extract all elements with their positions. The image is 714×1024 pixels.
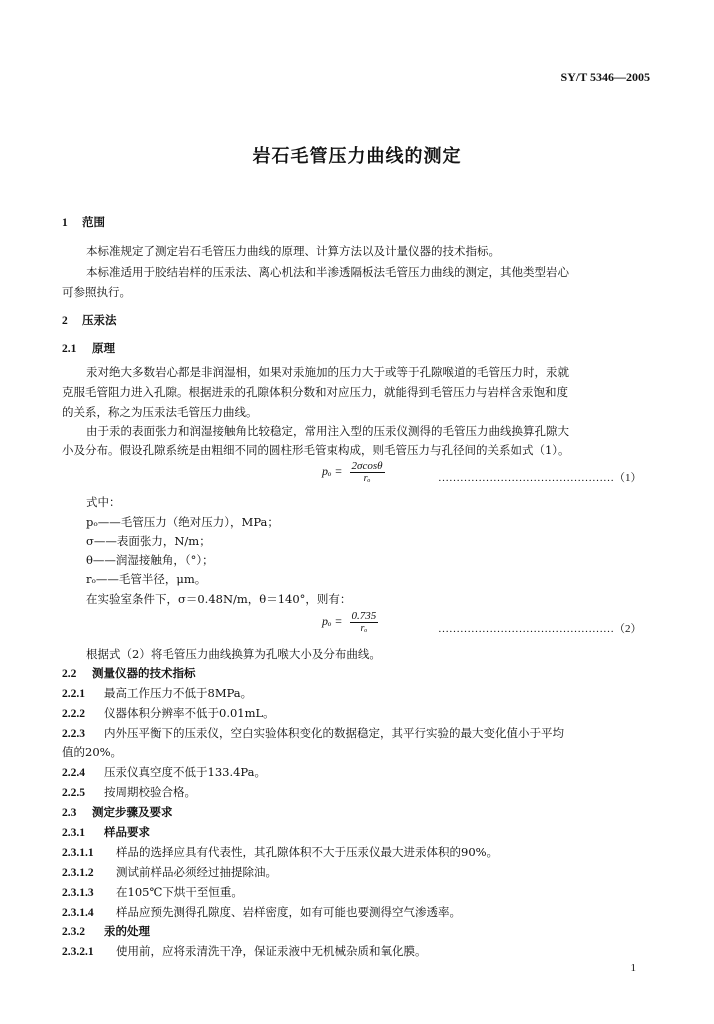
equation-2-leader: …………………………………………（2） — [438, 623, 642, 635]
principle-paragraph-1c: 的关系，称之为压汞法毛管压力曲线。 — [62, 405, 258, 419]
principle-paragraph-2a: 由于汞的表面张力和润湿接触角比较稳定，常用注入型的压汞仪测得的毛管压力曲线换算孔隙大 — [86, 424, 569, 438]
where-label: 式中： — [86, 495, 121, 509]
definition-sigma: σ——表面张力，N/m； — [86, 534, 211, 548]
principle-paragraph-2b: 小及分布。假设孔隙系统是由粗细不同的圆柱形毛管束构成，则毛管压力与孔径间的关系如式（1）。 — [62, 443, 570, 457]
definition-pc: pₒ——毛管压力（绝对压力），MPa； — [86, 515, 279, 529]
equation-2-label: （2） — [614, 623, 642, 635]
clause-2-2-2: 2.2.2 仪器体积分辨率不低于0.01mL。 — [62, 706, 275, 720]
equation-1-numerator: 2σcosθ — [351, 460, 383, 472]
principle-paragraph-1b: 克服毛管阻力进入孔隙。根据进汞的孔隙体积分数和对应压力，就能得到毛管压力与岩样含汞饱和度 — [62, 385, 568, 399]
clause-2-3-1-2: 2.3.1.2 测试前样品必须经过抽提除油。 — [62, 865, 277, 879]
equation-1-leader: …………………………………………（1） — [438, 472, 642, 484]
clause-2-2-4: 2.2.4 压汞仪真空度不低于133.4Pa。 — [62, 765, 266, 779]
section-1-paragraph-1: 本标准规定了测定岩石毛管压力曲线的原理、计算方法以及计量仪器的技术指标。 — [86, 244, 500, 258]
clause-2-2-3-cont: 值的20%。 — [62, 745, 123, 759]
section-2-2-heading: 2.2 测量仪器的技术指标 — [62, 666, 196, 680]
definition-theta: θ——润湿接触角，（°）； — [86, 553, 214, 567]
section-1-paragraph-2b: 可参照执行。 — [62, 285, 131, 299]
equation-2-numerator: 0.735 — [351, 610, 377, 622]
equation-1: pₒ = $\frac{2\sigma\cos\theta}{\text{rₒ}}$ — [322, 460, 383, 484]
document-title: 岩石毛管压力曲线的测定 — [252, 146, 462, 167]
clause-2-2-1: 2.2.1 最高工作压力不低于8MPa。 — [62, 686, 253, 700]
page-number: 1 — [630, 962, 636, 974]
definition-rc: rₒ——毛管半径，μm。 — [86, 572, 207, 586]
principle-paragraph-1a: 汞对绝大多数岩心都是非润湿相，如果对汞施加的压力大于或等于孔隙喉道的毛管压力时，汞就 — [86, 365, 569, 379]
equation-2-denominator: rₒ — [360, 623, 368, 634]
section-2-3-2-heading: 2.3.2 汞的处理 — [62, 924, 150, 938]
clause-2-2-3: 2.2.3 内外压平衡下的压汞仪，空白实验体积变化的数据稳定，其平行实验的最大变化值小于平均 — [62, 726, 564, 740]
section-1-heading: 1 范围 — [62, 215, 105, 229]
clause-2-3-1-1: 2.3.1.1 样品的选择应具有代表性，其孔隙体积不大于压汞仪最大进汞体积的90%。 — [62, 845, 499, 859]
clause-2-3-1-4: 2.3.1.4 样品应预先测得孔隙度、岩样密度，如有可能也要测得空气渗透率。 — [62, 905, 461, 919]
equation-1-denominator: rₒ — [363, 473, 371, 484]
clause-2-3-1-3: 2.3.1.3 在105℃下烘干至恒重。 — [62, 885, 243, 899]
equation-2-conversion: 根据式（2）将毛管压力曲线换算为孔喉大小及分布曲线。 — [86, 647, 381, 661]
section-2-1-heading: 2.1 原理 — [62, 341, 115, 355]
clause-2-3-2-1: 2.3.2.1 使用前，应将汞清洗干净，保证汞液中无机械杂质和氧化膜。 — [62, 944, 427, 958]
lab-condition: 在实验室条件下，σ＝0.48N/m，θ＝140°，则有： — [86, 592, 352, 606]
equation-2: pₒ = $\frac{0.735}{\text{rₒ}}$ — [322, 610, 377, 634]
clause-2-2-5: 2.2.5 按周期校验合格。 — [62, 785, 196, 799]
standard-code: SY/T 5346—2005 — [560, 70, 650, 84]
section-2-3-1-heading: 2.3.1 样品要求 — [62, 825, 150, 839]
equation-1-label: （1） — [614, 472, 642, 484]
section-2-3-heading: 2.3 测定步骤及要求 — [62, 805, 173, 819]
section-2-heading: 2 压汞法 — [62, 313, 117, 327]
section-1-paragraph-2a: 本标准适用于胶结岩样的压汞法、离心机法和半渗透隔板法毛管压力曲线的测定，其他类型岩心 — [86, 265, 569, 279]
